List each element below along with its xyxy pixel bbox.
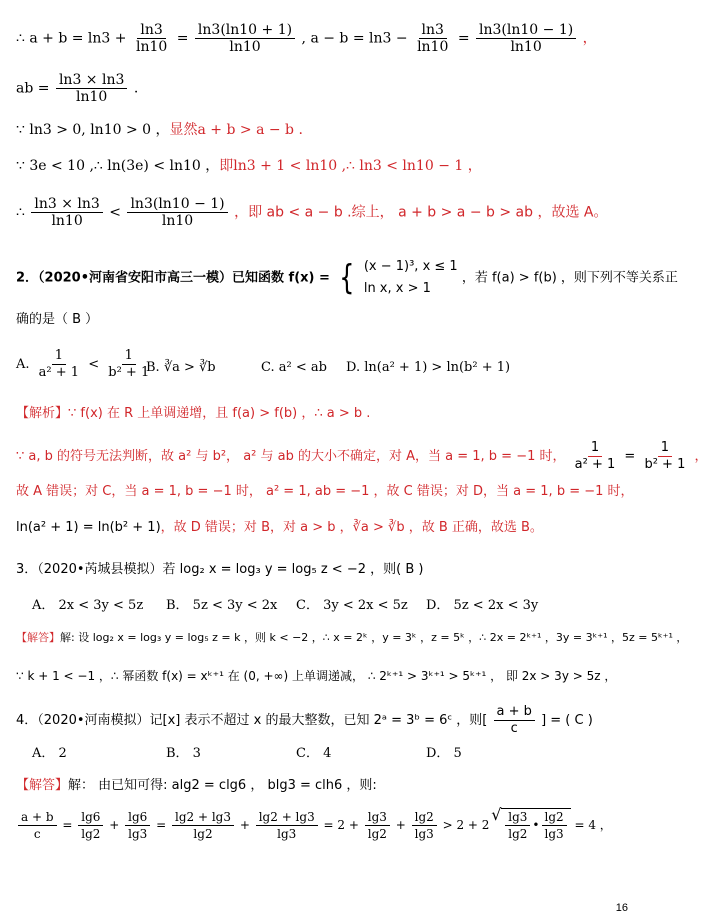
line-since-ln-positive: ∵ ln3 > 0, ln10 > 0 ，显然a + b > a − b . — [16, 122, 303, 138]
q4-option-d: D． 5 — [426, 746, 462, 761]
q2-solution-3: 故 A 错误；对 C，当 a = 1, b = −1 时， a² = 1, ab = −1 ，故 C 错误；对 D，当 a = 1, b = −1 时， — [16, 484, 634, 499]
q2-solution-1: 【解析】∵ f(x) 在 R 上单调递增，且 f(a) > f(b) ，∴ a > b . — [16, 406, 371, 421]
q2-stem-cont: 确的是（ B ） — [16, 312, 99, 327]
q3-option-a: A． 2x < 3y < 5z — [32, 598, 144, 613]
fraction: $\frac{\ln 3 \times \ln 3}{\ln 10}$ — [56, 72, 127, 105]
q3-option-d: D． 5z < 2x < 3y — [426, 598, 539, 613]
fraction: $\frac{\ln 3}{\ln 10}$ — [135, 22, 168, 55]
q2-option-c: C. a² < ab — [261, 360, 327, 375]
q3-option-b: B． 5z < 3y < 2x — [166, 598, 278, 613]
fraction: $\frac{\ln 3(\ln 10 + 1)}{\ln 10}$ — [195, 22, 295, 55]
page-number: 16 — [615, 902, 628, 914]
fraction: $\frac{\ln 3}{\ln 10}$ — [417, 22, 449, 55]
q3-option-c: C． 3y < 2x < 5z — [296, 598, 408, 613]
expr-text: , a − b = ln3 − — [301, 30, 408, 47]
line-product: ab = $\frac{\ln 3 \times \ln 3}{\ln 10}$ . — [16, 72, 139, 105]
q2-option-d: D. ln(a² + 1) > ln(b² + 1) — [346, 360, 511, 375]
q2-option-a: A. $\frac{1}{\text{a² + 1}}$ < $\frac{1}{\text{b² + 1}}$ — [16, 348, 150, 380]
expr-text: ∴ a + b = ln3 + — [16, 30, 127, 47]
line-sum-difference: ∴ a + b = ln3 + $\frac{\ln 3}{\ln 10}$ = $\frac{\ln 3(\ln 10 + 1)}{\ln 10}$ , a − b = ln3 − $\frac{\ln 3}{\ln 10}$ = $\frac{\ln 3(\ln 10 - 1)}{\ln 10}$ ， — [16, 22, 597, 55]
q3-solution-2: ∵ k + 1 < −1 ，∴ 幂函数 f(x) = xᵏ⁺¹ 在 (0, +∞) 上单调递减， ∴ 2ᵏ⁺¹ > 3ᵏ⁺¹ > 5ᵏ⁺¹ ， 即 2x > 3y > 5z ， — [16, 669, 617, 683]
q4-stem: 4．（2020•河南模拟）记[x] 表示不超过 x 的最大整数，已知 2ᵃ = 3ᵇ = 6ᶜ ，则[ $\frac{a + b}{c}$ ] = ( C ) — [16, 704, 593, 736]
q2-options — [16, 348, 628, 388]
q3-solution-1: 【解答】解: 设 log₂ x = log₃ y = log₅ z = k ，则 k < −2 ，∴ x = 2ᵏ ，y = 3ᵏ ，z = 5ᵏ ，∴ 2x = 2ᵏ⁺¹ ，3y = 3ᵏ⁺¹ ，5z = 5ᵏ⁺¹ ， — [16, 631, 688, 644]
line-since-3e: ∵ 3e < 10 ,∴ ln(3e) < ln10 ，即ln3 + 1 < ln10 ,∴ ln3 < ln10 − 1 ， — [16, 158, 482, 174]
square-root: √ $\frac{\lg 3}{\lg 2}$ • $\frac{\lg 2}{\lg 3}$ — [501, 808, 570, 842]
fraction: $\frac{\ln 3(\ln 10 - 1)}{\ln 10}$ — [127, 196, 227, 229]
expr-text: ab = — [16, 80, 50, 97]
q4-solution-1: 【解答】解： 由已知可得: alg2 = clg6 ， blg3 = clh6 ，则: — [16, 778, 377, 793]
line-conclusion: ∴ $\frac{\ln 3 \times \ln 3}{\ln 10}$ < $\frac{\ln 3(\ln 10 - 1)}{\ln 10}$ ，即 ab < a − b .综上， a + b > a − b > ab ，故选 A。 — [16, 196, 608, 229]
fraction: $\frac{\ln 3(\ln 10 - 1)}{\ln 10}$ — [476, 22, 576, 55]
q3-stem: 3．（2020•芮城县模拟）若 log₂ x = log₃ y = log₅ z < −2 ，则( B ) — [16, 562, 424, 577]
q4-option-c: C． 4 — [296, 746, 332, 761]
q4-option-b: B． 3 — [166, 746, 201, 761]
q2-option-b: B. ∛a > ∛b — [146, 360, 216, 375]
q4-option-a: A． 2 — [32, 746, 67, 761]
q2-solution-2: ∵ a, b 的符号无法判断，故 a² 与 b²， a² 与 ab 的大小不确定，对 A，当 a = 1, b = −1 时， $\frac{1}{\text{a² + 1}}$ = $\frac{1}{\text{b² + 1}}$ ， — [16, 440, 708, 472]
q2-stem: 2．（2020•河南省安阳市高三一模）已知函数 f(x) = { (x − 1)³, x ≤ 1 ln x, x > 1 ，若 f(a) > f(b) ，则下列不等关系正 — [16, 258, 678, 298]
piecewise-cases: (x − 1)³, x ≤ 1 ln x, x > 1 — [363, 259, 458, 296]
q2-solution-4: ln(a² + 1) = ln(b² + 1)，故 D 错误；对 B，对 a > b ，∛a > ∛b ，故 B 正确，故选 B。 — [16, 520, 543, 535]
fraction: $\frac{\ln 3 \times \ln 3}{\ln 10}$ — [31, 196, 102, 229]
piecewise-brace: { — [339, 258, 355, 298]
q4-solution-equation: $\frac{a + b}{c}$ = $\frac{\lg 6}{\lg 2}$ + $\frac{\lg 6}{\lg 3}$ = $\frac{\lg 2 + \lg 3}{\lg 2}$ + $\frac{\lg 2 + \lg 3}{\lg 3}$ = 2 + $\frac{\lg 3}{\lg 2}$ + $\frac{\lg 2}{\lg 3}$ > 2 + 2 √ $\frac{\lg 3}{\lg 2}$ • $\frac{\lg 2}{\lg 3}$ = 4 ， — [16, 808, 628, 852]
